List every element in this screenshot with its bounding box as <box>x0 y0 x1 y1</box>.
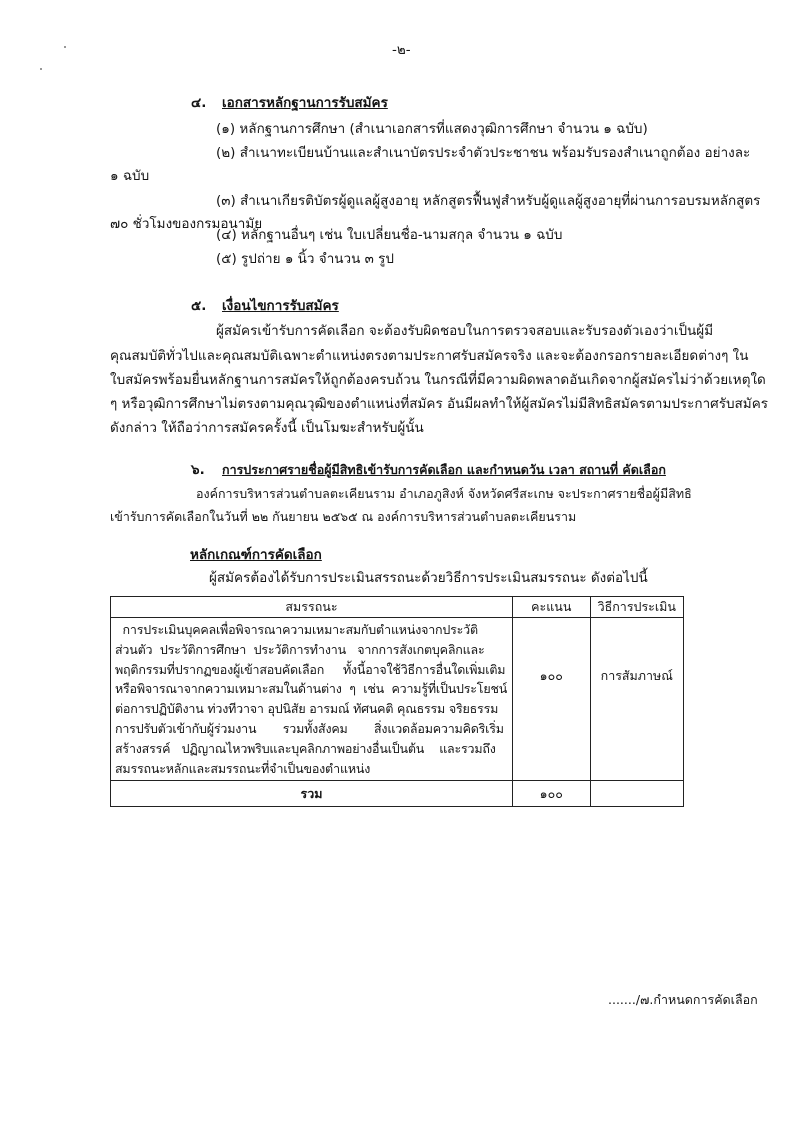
header-method: วิธีการประเมิน <box>590 597 683 618</box>
section5-line-2: คุณสมบัติทั่วไปและคุณสมบัติเฉพาะตำแหน่งตรงตามประกาศรับสมัครจริง และจะต้องกรอกรายละเอียดต่างๆ ใน <box>110 348 749 364</box>
header-score: คะแนน <box>512 597 590 618</box>
scan-speck <box>64 46 66 48</box>
section6-number: ๖. <box>191 462 205 478</box>
section4-item-3: (๓) สำเนาเกียรติบัตรผู้ดูแลผู้สูงอายุ หลักสูตรฟื้นฟูสำหรับผู้ดูแลผู้สูงอายุที่ผ่านการอบรมหลักสูตร <box>216 193 761 209</box>
section5-line-4: ๆ หรือวุฒิการศึกษาไม่ตรงตามคุณวุฒิของตำแหน่งที่สมัคร อันมีผลทำให้ผู้สมัครไม่มีสิทธิสมัครตามประกาศรับสมัคร <box>110 396 768 412</box>
total-method <box>590 781 683 807</box>
section4-heading: เอกสารหลักฐานการรับสมัคร <box>222 95 388 111</box>
table-total-row <box>111 781 684 807</box>
table-row <box>111 618 684 781</box>
section5-line-1: ผู้สมัครเข้ารับการคัดเลือก จะต้องรับผิดชอบในการตรวจสอบและรับรองตัวเองว่าเป็นผู้มี <box>216 323 714 339</box>
table-header-row <box>111 597 684 618</box>
description-line: การประเมินบุคคลเพื่อพิจารณาความเหมาะสมกับตำแหน่งจากประวัติ <box>115 622 478 637</box>
page-number: -๒- <box>392 42 411 58</box>
description-line: ส่วนตัว ประวัติการศึกษา ประวัติการทำงาน จากการสังเกตบุคลิกและ <box>115 641 485 657</box>
scan-speck <box>40 68 42 70</box>
description-line: สร้างสรรค์ ปฏิญาณไหวพริบและบุคลิกภาพอย่างอื่นเป็นต้น และรวมถึง <box>115 740 496 756</box>
section5-line-5: ดังกล่าว ให้ถือว่าการสมัครครั้งนี้ เป็นโมฆะสำหรับผู้นั้น <box>110 420 424 436</box>
description-line: ต่อการปฏิบัติงาน ท่วงทีวาจา อุปนิสัย อารมณ์ ทัศนคติ คุณธรรม จริยธรรม <box>115 701 499 717</box>
competency-description <box>111 618 513 781</box>
score-cell: ๑๐๐ <box>512 618 590 781</box>
competency-table <box>110 596 684 807</box>
section5-number: ๕. <box>191 298 207 314</box>
header-competency: สมรรถนะ <box>111 597 513 618</box>
section6-line-1: องค์การบริหารส่วนตำบลตะเคียนราม อำเภอภูสิงห์ จังหวัดศรีสะเกษ จะประกาศรายชื่อผู้มีสิทธิ <box>196 486 692 501</box>
total-label: รวม <box>111 781 513 807</box>
method-cell: การสัมภาษณ์ <box>590 618 683 781</box>
criteria-heading: หลักเกณฑ์การคัดเลือก <box>190 547 322 563</box>
section5-heading: เงื่อนไขการรับสมัคร <box>222 298 339 314</box>
next-page-reference: ......./๗.กำหนดการคัดเลือก <box>608 992 758 1007</box>
section6-heading: การประกาศรายชื่อผู้มีสิทธิเข้ารับการคัดเลือก และกำหนดวัน เวลา สถานที่ คัดเลือก <box>222 462 666 477</box>
section4-number: ๔. <box>191 95 207 111</box>
description-line: พฤติกรรมที่ปรากฏของผู้เข้าสอบคัดเลือก ทั้งนี้อาจใช้วิธีการอื่นใดเพิ่มเติม <box>115 661 506 677</box>
description-line: การปรับตัวเข้ากับผู้ร่วมงาน รวมทั้งสังคม สิ่งแวดล้อมความคิดริเริ่ม <box>115 720 504 736</box>
description-line: หรือพิจารณาจากความเหมาะสมในด้านต่าง ๆ เช่น ความรู้ที่เป็นประโยชน์ <box>115 681 508 697</box>
total-score: ๑๐๐ <box>512 781 590 807</box>
criteria-intro: ผู้สมัครต้องได้รับการประเมินสรรถนะด้วยวิธีการประเมินสมรรถนะ ดังต่อไปนี้ <box>209 570 648 586</box>
section4-item-5: (๕) รูปถ่าย ๑ นิ้ว จำนวน ๓ รูป <box>216 251 394 267</box>
section5-line-3: ใบสมัครพร้อมยื่นหลักฐานการสมัครให้ถูกต้องครบถ้วน ในกรณีที่มีความผิดพลาดอันเกิดจากผู้สมัครไม่ว่าด้วยเหตุใด <box>110 372 766 388</box>
description-line: สมรรถนะหลักและสมรรถนะที่จำเป็นของตำแหน่ง <box>115 760 371 776</box>
section6-line-2: เข้ารับการคัดเลือกในวันที่ ๒๒ กันยายน ๒๕๖๕ ณ องค์การบริหารส่วนตำบลตะเคียนราม <box>110 509 577 524</box>
section4-item-4: (๔) หลักฐานอื่นๆ เช่น ใบเปลี่ยนชื่อ-นามสกุล จำนวน ๑ ฉบับ <box>216 227 563 243</box>
section4-item-2-cont: ๑ ฉบับ <box>110 168 150 184</box>
section4-item-3-cont: ๗๐ ชั่วโมงของกรมอนามัย <box>110 216 263 232</box>
section4-item-1: (๑) หลักฐานการศึกษา (สำเนาเอกสารที่แสดงวุฒิการศึกษา จำนวน ๑ ฉบับ) <box>216 121 648 137</box>
section4-item-2: (๒) สำเนาทะเบียนบ้านและสำเนาบัตรประจำตัวประชาชน พร้อมรับรองสำเนาถูกต้อง อย่างละ <box>216 145 751 161</box>
